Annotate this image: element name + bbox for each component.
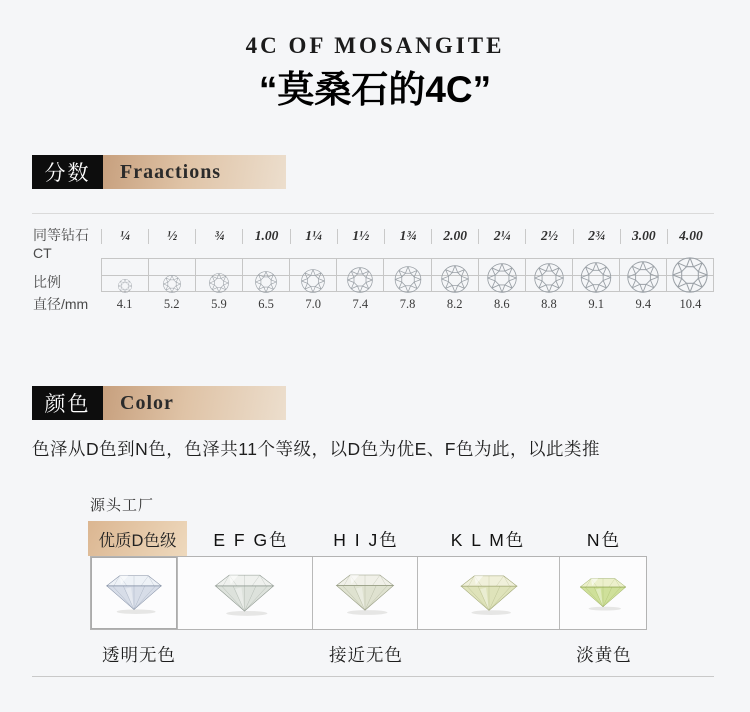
gem-scale-cell xyxy=(148,259,195,291)
fractions-tag-en: Fraactions xyxy=(103,155,286,189)
grade-label-n: N色 xyxy=(586,530,622,550)
diameter-value: 8.6 xyxy=(494,296,510,311)
gem-top-view-icon xyxy=(534,263,564,293)
gem-scale-cell xyxy=(666,259,714,291)
gem-top-view-icon xyxy=(118,279,132,293)
grade-d-highlight-box: 优质D色级 xyxy=(88,521,187,556)
gem-photo xyxy=(98,570,170,616)
page-title-en: 4C OF MOSANGITE xyxy=(245,33,505,58)
note-transparent-colorless: 透明无色 xyxy=(102,645,176,665)
fraction-value: 1¾ xyxy=(384,229,431,244)
row-label-equal-diamond: 同等钻石 xyxy=(33,227,89,243)
gem-photo xyxy=(452,570,526,617)
gem-photo-cell-efg xyxy=(178,557,314,629)
gem-top-view-icon xyxy=(347,267,373,293)
fraction-value: 1½ xyxy=(337,229,384,244)
gem-top-view-icon xyxy=(672,257,708,293)
fraction-value: 2½ xyxy=(525,229,572,244)
diameter-value: 5.9 xyxy=(211,296,227,311)
diameter-value: 4.1 xyxy=(116,296,133,311)
gem-top-view-icon xyxy=(255,271,277,293)
gem-top-view-icon xyxy=(394,266,421,293)
gem-scale-cell xyxy=(242,259,289,291)
gem-top-view-icon xyxy=(441,265,469,293)
row-label-diameter: 直径/mm xyxy=(33,296,89,312)
grade-label-hij: H I J色 xyxy=(333,530,399,550)
diameter-value: 8.8 xyxy=(541,296,557,311)
color-tag-cn: 颜色 xyxy=(32,386,103,420)
note-near-colorless: 接近无色 xyxy=(329,645,403,665)
gem-scale-cell xyxy=(101,259,148,291)
gem-photo xyxy=(206,569,283,618)
note-light-yellow: 淡黄色 xyxy=(576,645,632,665)
gem-scale-cell xyxy=(525,259,572,291)
fractions-tag-cn: 分数 xyxy=(32,155,103,189)
factory-label: 源头工厂 xyxy=(90,497,155,514)
row-label-carat-unit: CT xyxy=(33,245,52,261)
gem-top-view-icon xyxy=(163,275,181,293)
gem-scale-cell xyxy=(431,259,478,291)
gem-scale-cell xyxy=(289,259,336,291)
color-grade-photo-strip xyxy=(90,556,647,630)
gem-scale-cell xyxy=(336,259,383,291)
gem-scale-cell xyxy=(572,259,619,291)
row-label-scale: 比例 xyxy=(33,274,61,290)
gem-scale-cell xyxy=(195,259,242,291)
diameter-value: 9.4 xyxy=(635,296,652,311)
diameter-value: 8.2 xyxy=(446,296,463,311)
fractions-section-header xyxy=(32,155,286,189)
bottom-divider xyxy=(32,676,714,677)
fraction-value: 1¼ xyxy=(290,229,337,244)
gem-photo-cell-n xyxy=(560,557,646,629)
gem-top-view-icon xyxy=(487,263,517,293)
diameter-value: 6.5 xyxy=(258,296,274,311)
fraction-value: 2¼ xyxy=(478,229,525,244)
color-description: 色泽从D色到N色，色泽共11个等级，以D色为优E、F色为此，以此类推 xyxy=(32,439,600,459)
gem-top-view-icon xyxy=(580,262,611,293)
carat-size-table xyxy=(32,213,714,314)
gem-scale-cell xyxy=(383,259,430,291)
fraction-value: 2¾ xyxy=(573,229,620,244)
fraction-values-row xyxy=(101,224,714,248)
diameter-value: 7.8 xyxy=(399,296,416,311)
fraction-value: 4.00 xyxy=(667,229,714,244)
gem-photo-cell-d xyxy=(91,557,178,629)
gem-photo-cell-hij xyxy=(313,557,418,629)
gem-top-view-icon xyxy=(209,273,229,293)
fraction-value: 2.00 xyxy=(431,229,478,244)
diameter-value: 7.0 xyxy=(305,296,322,311)
fraction-value: 1.00 xyxy=(242,229,289,244)
grade-label-klm: K L M色 xyxy=(450,530,526,550)
gem-top-view-icon xyxy=(627,261,659,293)
color-tag-en: Color xyxy=(103,386,286,420)
diameter-values-row xyxy=(101,294,714,314)
page-title-cn: “莫桑石的4C” xyxy=(258,69,492,110)
fraction-value: ¾ xyxy=(195,229,242,244)
diameter-value: 9.1 xyxy=(588,296,604,311)
gem-photo xyxy=(573,573,633,613)
gem-top-view-icon xyxy=(301,269,325,293)
gem-photo xyxy=(327,569,403,617)
diameter-value: 10.4 xyxy=(679,296,702,311)
gem-photo-cell-klm xyxy=(418,557,560,629)
fraction-value: ½ xyxy=(148,229,195,244)
diameter-value: 5.2 xyxy=(163,296,180,311)
fraction-value: ¼ xyxy=(101,229,148,244)
gem-scale-cell xyxy=(478,259,525,291)
gem-scale-cell xyxy=(619,259,666,291)
fraction-value: 3.00 xyxy=(620,229,667,244)
grade-label-efg: E F G色 xyxy=(213,530,289,550)
diameter-value: 7.4 xyxy=(352,296,369,311)
color-section-header xyxy=(32,386,286,420)
gem-scale-row xyxy=(101,258,714,292)
